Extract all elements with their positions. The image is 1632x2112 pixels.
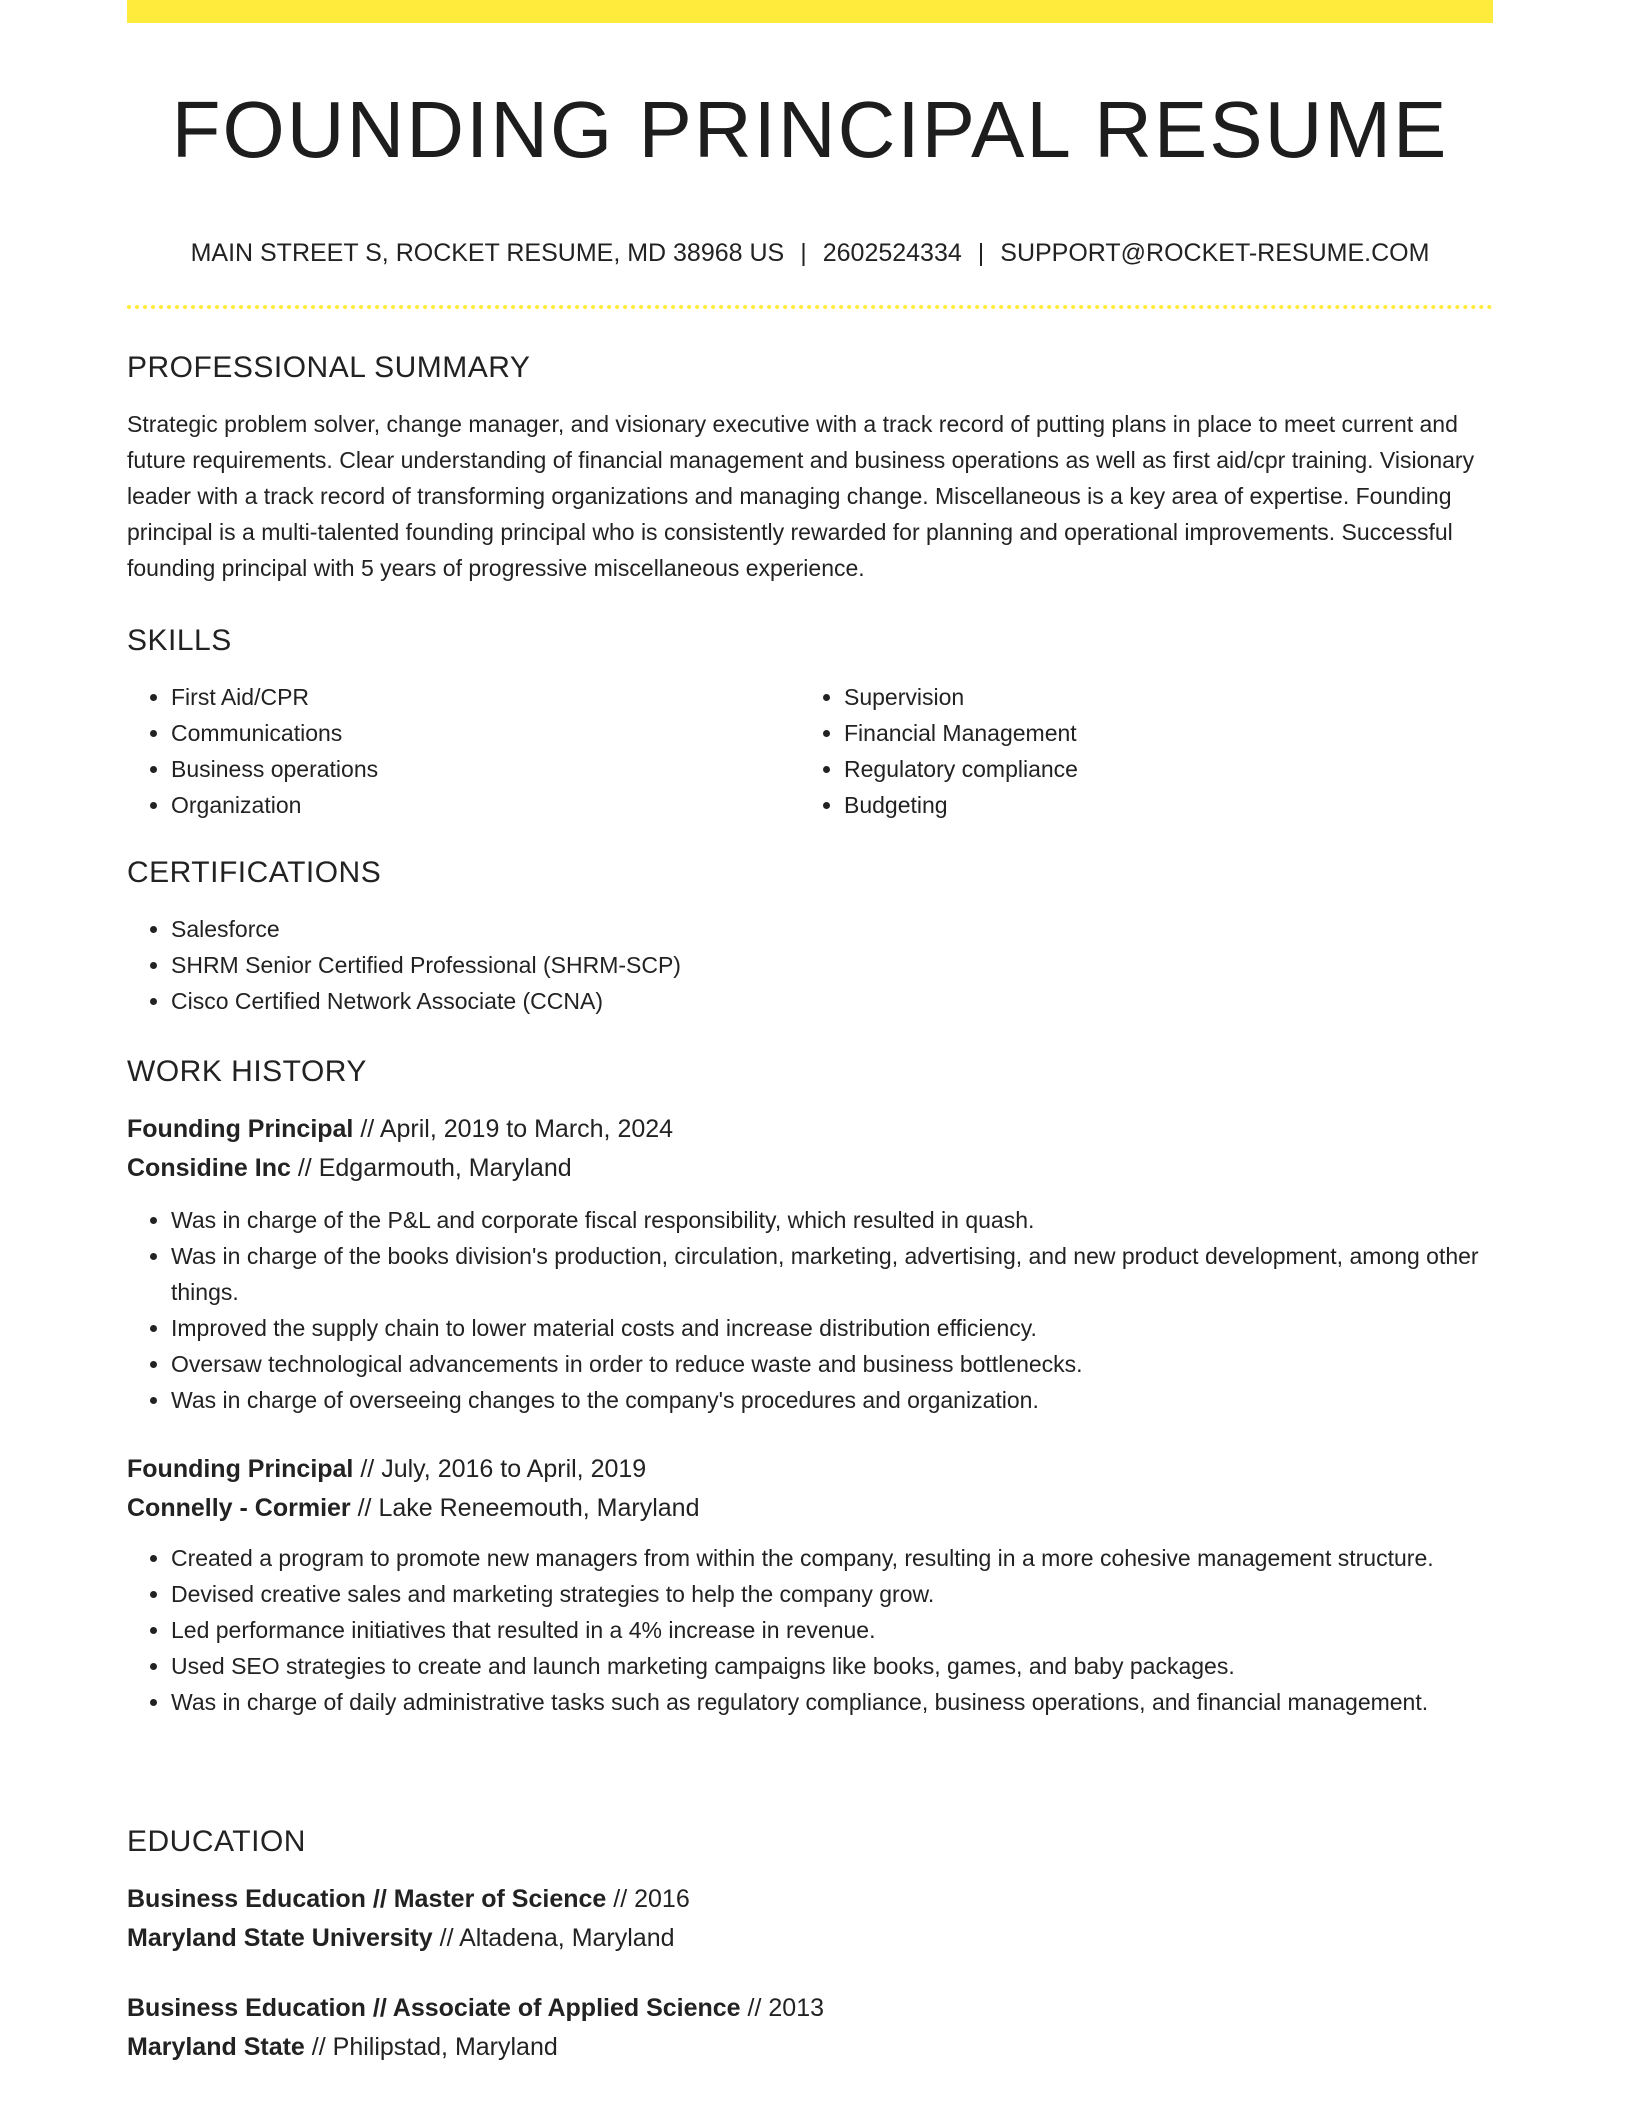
divider: // (357, 1494, 372, 1522)
job-location: Edgarmouth, Maryland (318, 1154, 572, 1182)
education-school-line (127, 2028, 1493, 2067)
education-degree-line (127, 1880, 1493, 1919)
education-location: Altadena, Maryland (459, 1924, 675, 1952)
divider: // (360, 1115, 375, 1143)
summary-heading: PROFESSIONAL SUMMARY (127, 351, 531, 384)
job-dates: April, 2019 to March, 2024 (379, 1115, 674, 1143)
education-degree: Business Education // Associate of Applied Science (127, 1994, 741, 2022)
skills-list-right (800, 679, 1473, 823)
job-bullet: • Was in charge of daily administrative tasks such as regulatory compliance, business operations, and financial management. (171, 1684, 1493, 1720)
education-entry (127, 1989, 1493, 2067)
job-bullet: • Was in charge of the books division's production, circulation, marketing, advertising, and new product development, among other things. (171, 1238, 1493, 1310)
education-school: Maryland State University (127, 1924, 433, 1952)
education-degree: Business Education // Master of Science (127, 1885, 607, 1913)
divider: // (360, 1455, 375, 1483)
skill-item: • Supervision (844, 679, 1473, 715)
certifications-section (127, 853, 1493, 1019)
divider: // (297, 1154, 312, 1182)
divider: // (613, 1885, 628, 1913)
resume-page (127, 0, 1493, 2112)
contact-separator: | (800, 239, 807, 267)
education-year: 2013 (768, 1994, 825, 2022)
skills-heading: SKILLS (127, 624, 232, 657)
education-year: 2016 (634, 1885, 690, 1913)
contact-email: SUPPORT@ROCKET-RESUME.COM (1000, 239, 1430, 267)
education-section (127, 1822, 1493, 1862)
job-company-line (127, 1489, 1493, 1528)
job-bullet: • Devised creative sales and marketing strategies to help the company grow. (171, 1576, 1493, 1612)
job-bullet: • Was in charge of overseeing changes to the company's procedures and organization. (171, 1382, 1493, 1418)
education-degree-line (127, 1989, 1493, 2028)
job-bullets (127, 1540, 1493, 1720)
job-bullet: • Was in charge of the P&L and corporate fiscal responsibility, which resulted in quash. (171, 1202, 1493, 1238)
education-heading: EDUCATION (127, 1825, 306, 1858)
skill-item: • Organization (171, 787, 800, 823)
job-dates: July, 2016 to April, 2019 (381, 1455, 647, 1483)
work-history-heading: WORK HISTORY (127, 1055, 367, 1088)
skill-item: • Financial Management (844, 715, 1473, 751)
job-entry (127, 1110, 1493, 1418)
job-location: Lake Reneemouth, Maryland (378, 1494, 700, 1522)
education-location: Philipstad, Maryland (332, 2033, 558, 2061)
skills-grid (127, 679, 1493, 823)
education-entry (127, 1880, 1493, 1958)
skill-item: • Communications (171, 715, 800, 751)
job-bullet: • Oversaw technological advancements in order to reduce waste and business bottlenecks. (171, 1346, 1493, 1382)
divider: // (311, 2033, 326, 2061)
certifications-heading: CERTIFICATIONS (127, 856, 382, 889)
certification-item: • Salesforce (171, 911, 1493, 947)
job-bullet: • Created a program to promote new managers from within the company, resulting in a more cohesive management structure. (171, 1540, 1493, 1576)
job-company: Connelly - Cormier (127, 1494, 351, 1522)
certification-item: • SHRM Senior Certified Professional (SHRM-SCP) (171, 947, 1493, 983)
job-title: Founding Principal (127, 1455, 354, 1483)
job-company-line (127, 1149, 1493, 1188)
job-bullet: • Improved the supply chain to lower material costs and increase distribution efficiency. (171, 1310, 1493, 1346)
job-entry (127, 1450, 1493, 1720)
job-bullet: • Led performance initiatives that resulted in a 4% increase in revenue. (171, 1612, 1493, 1648)
job-title: Founding Principal (127, 1115, 354, 1143)
education-school-line (127, 1919, 1493, 1958)
summary-section (127, 348, 1493, 586)
contact-address: MAIN STREET S, ROCKET RESUME, MD 38968 US (190, 239, 785, 267)
skill-item: • First Aid/CPR (171, 679, 800, 715)
skill-item: • Budgeting (844, 787, 1473, 823)
job-company: Considine Inc (127, 1154, 291, 1182)
skill-item: • Business operations (171, 751, 800, 787)
contact-line (127, 236, 1493, 270)
work-history-section (127, 1052, 1493, 1092)
job-bullet: • Used SEO strategies to create and launch marketing campaigns like books, games, and baby packages. (171, 1648, 1493, 1684)
job-title-line (127, 1450, 1493, 1489)
job-bullets (127, 1202, 1493, 1418)
top-accent-bar (127, 0, 1493, 23)
contact-phone: 2602524334 (822, 239, 962, 267)
summary-text: Strategic problem solver, change manager, and visionary executive with a track record of putting plans in place to meet current and future requirements. Clear understanding of financial management and business operations as well as first aid/cpr training. Visionary leader with a track record of transforming organizations and managing change. Miscellaneous is a key area of expertise. Founding principal is a multi-talented founding principal who is consistently rewarded for planning and operational improvements. Successful founding principal with 5 years of progressive miscellaneous experience. (127, 411, 1475, 581)
skills-section (127, 621, 1493, 823)
education-school: Maryland State (127, 2033, 305, 2061)
contact-separator: | (977, 239, 985, 267)
divider: // (439, 1924, 454, 1952)
certifications-list (127, 911, 1493, 1019)
resume-title: FOUNDING PRINCIPAL RESUME (171, 85, 1449, 174)
header-divider (127, 305, 1493, 309)
skill-item: • Regulatory compliance (844, 751, 1473, 787)
skills-list-left (127, 679, 800, 823)
divider: // (747, 1994, 762, 2022)
job-title-line (127, 1110, 1493, 1149)
certification-item: • Cisco Certified Network Associate (CCNA) (171, 983, 1493, 1019)
